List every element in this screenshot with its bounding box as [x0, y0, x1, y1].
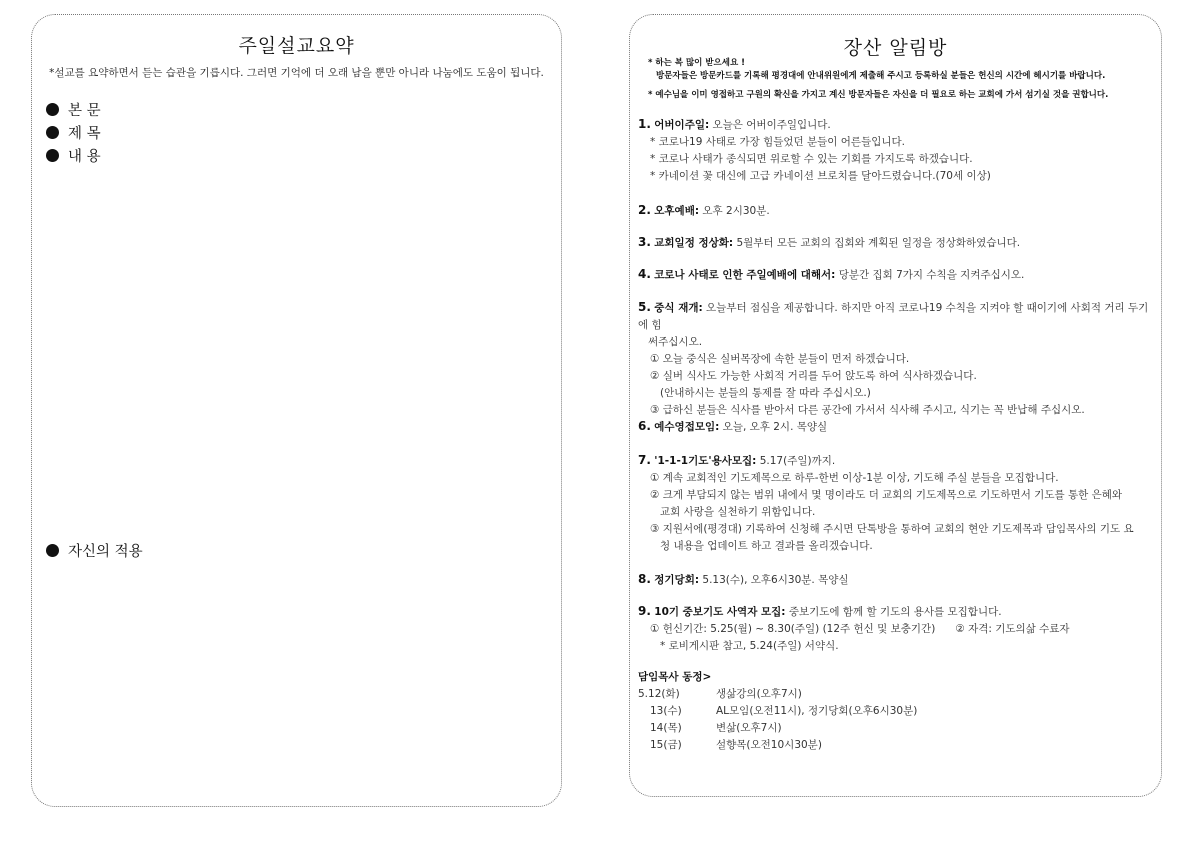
item-text: 오늘, 오후 2시. 목양실 [719, 421, 828, 433]
item-text: 중보기도에 함께 할 기도의 용사를 모집합니다. [785, 606, 1002, 618]
item-text: 오늘부터 점심을 제공합니다. 하지만 아직 코로나19 수칙을 지켜야 할 때이기에 사회적 거리 두기에 힘 [638, 302, 1149, 331]
announcement-1 [638, 116, 1151, 185]
item-number: 7. [638, 453, 651, 467]
bullet-dot-icon [46, 103, 59, 116]
announcement-2 [638, 202, 1151, 220]
schedule-date: 15(금) [650, 739, 682, 751]
item-heading: '1-1-1기도'용사모집: [654, 455, 757, 467]
bullet-content [46, 145, 101, 166]
pastor-schedule-heading: 담임목사 동정> [638, 671, 712, 683]
notice-line: 방문자들은 방문카드를 기록해 평경대에 안내위원에게 제출해 주시고 등록하실 분들은 헌신의 시간에 헤시기를 바랍니다. [656, 71, 1106, 81]
announcement-5 [638, 299, 1151, 419]
item-line: 써주십시오. [648, 336, 703, 348]
bullet-label: 본 문 [68, 103, 101, 119]
item-line: 청 내용을 업데이트 하고 결과를 올리겠습니다. [660, 540, 873, 552]
sermon-summary-panel [31, 14, 562, 807]
announcement-6 [638, 418, 1151, 436]
item-heading: 예수영접모임: [654, 421, 720, 433]
item-text: 오늘은 어버이주일입니다. [709, 119, 831, 131]
schedule-event: 설향목(오전10시30분) [716, 739, 822, 751]
notice-line: * 하는 복 많이 받으세요 ! [648, 58, 746, 68]
item-line: ② 크게 부담되지 않는 범위 내에서 몇 명이라도 더 교회의 기도제목으로 기도하면서 기도를 통한 은혜와 [650, 489, 1123, 501]
item-line: ③ 지원서에(평경대) 기록하여 신청해 주시면 단톡방을 통하여 교회의 현안 기도제목과 담임목사의 기도 요 [650, 523, 1134, 535]
notice-line: * 예수님을 이미 영접하고 구원의 확신을 가지고 계신 방문자들은 자신을 더 필요로 하는 교회에 가서 섬기실 것을 권합니다. [648, 90, 1109, 100]
bullet-title [46, 122, 101, 143]
item-heading: 코로나 사태로 인한 주일예배에 대해서: [654, 269, 836, 281]
item-text: 5.13(수), 오후6시30분. 목양실 [699, 574, 849, 586]
item-number: 8. [638, 572, 651, 586]
bullet-dot-icon [46, 149, 59, 162]
item-number: 1. [638, 117, 651, 131]
announcement-7 [638, 452, 1151, 555]
schedule-event: 생삶강의(오후7시) [716, 688, 802, 700]
schedule-row [638, 686, 802, 703]
item-heading: 교회일정 정상화: [654, 237, 734, 249]
announcement-4 [638, 266, 1151, 284]
item-line: * 로비게시판 참고, 5.24(주일) 서약식. [660, 640, 839, 652]
bullet-scripture [46, 99, 101, 120]
item-number: 6. [638, 419, 651, 433]
item-text: 오후 2시30분. [699, 205, 770, 217]
item-line: * 코로나 사태가 종식되면 위로할 수 있는 기회를 가지도록 하겠습니다. [650, 153, 973, 165]
announcement-9 [638, 603, 1151, 655]
bullet-label: 제 목 [68, 126, 101, 142]
item-line: ② 실버 식사도 가능한 사회적 거리를 두어 앉도록 하여 식사하겠습니다. [650, 370, 977, 382]
schedule-event: AL모임(오전11시), 정기당회(오후6시30분) [716, 705, 918, 717]
schedule-row [638, 703, 918, 720]
schedule-event: 변삶(오후7시) [716, 722, 782, 734]
announcements-panel [629, 14, 1162, 797]
item-heading: 어버이주일: [654, 119, 710, 131]
item-number: 5. [638, 300, 651, 314]
announcement-3 [638, 234, 1151, 252]
sermon-summary-hint: *설교를 요약하면서 듣는 습관을 기릅시다. 그러면 기억에 더 오래 남을 뿐만 아니라 나눔에도 도움이 됩니다. [49, 67, 544, 79]
schedule-date: 5.12(화) [638, 688, 680, 700]
item-line: 교회 사랑을 실천하기 위함입니다. [660, 506, 816, 518]
item-heading: 오후예배: [654, 205, 700, 217]
announcement-8 [638, 571, 1151, 589]
bullet-dot-icon [46, 126, 59, 139]
welcome-notice [648, 57, 1147, 102]
schedule-date: 14(목) [650, 722, 682, 734]
item-heading: 중식 재개: [654, 302, 703, 314]
item-line: (안내하시는 분들의 통제를 잘 따라 주십시오.) [660, 387, 871, 399]
schedule-date: 13(수) [650, 705, 682, 717]
item-text: 5월부터 모든 교회의 집회와 계획된 일정을 정상화하였습니다. [733, 237, 1021, 249]
item-line: ① 헌신기간: 5.25(월) ~ 8.30(주일) (12주 헌신 및 보충기간) ② 자격: 기도의삶 수료자 [650, 623, 1070, 635]
item-line: ③ 급하신 분들은 식사를 받아서 다른 공간에 가서서 식사해 주시고, 식기는 꼭 반납해 주십시오. [650, 404, 1085, 416]
item-heading: 정기당회: [654, 574, 700, 586]
item-number: 2. [638, 203, 651, 217]
item-text: 당분간 집회 7가지 수칙을 지켜주십시오. [835, 269, 1025, 281]
bullet-dot-icon [46, 544, 59, 557]
bullet-application [46, 540, 143, 561]
announcements-title: 장산 알림방 [843, 37, 948, 59]
item-line: ① 계속 교회적인 기도제목으로 하루-한번 이상-1분 이상, 기도해 주실 분들을 모집합니다. [650, 472, 1059, 484]
bullet-label: 자신의 적용 [68, 544, 143, 560]
bullet-label: 내 용 [68, 149, 101, 165]
item-number: 3. [638, 235, 651, 249]
schedule-row [638, 720, 782, 737]
item-number: 4. [638, 267, 651, 281]
item-line: ① 오늘 중식은 실버목장에 속한 분들이 먼저 하겠습니다. [650, 353, 910, 365]
item-line: * 코로나19 사태로 가장 힘들었던 분들이 어른들입니다. [650, 136, 905, 148]
item-number: 9. [638, 604, 651, 618]
pastor-schedule [638, 669, 918, 754]
item-text: 5.17(주일)까지. [756, 455, 836, 467]
item-heading: 10기 중보기도 사역자 모집: [654, 606, 786, 618]
item-line: * 카네이션 꽃 대신에 고급 카네이션 브로치를 달아드렸습니다.(70세 이상) [650, 170, 991, 182]
sermon-summary-title: 주일설교요약 [238, 35, 355, 57]
schedule-row [638, 737, 822, 754]
